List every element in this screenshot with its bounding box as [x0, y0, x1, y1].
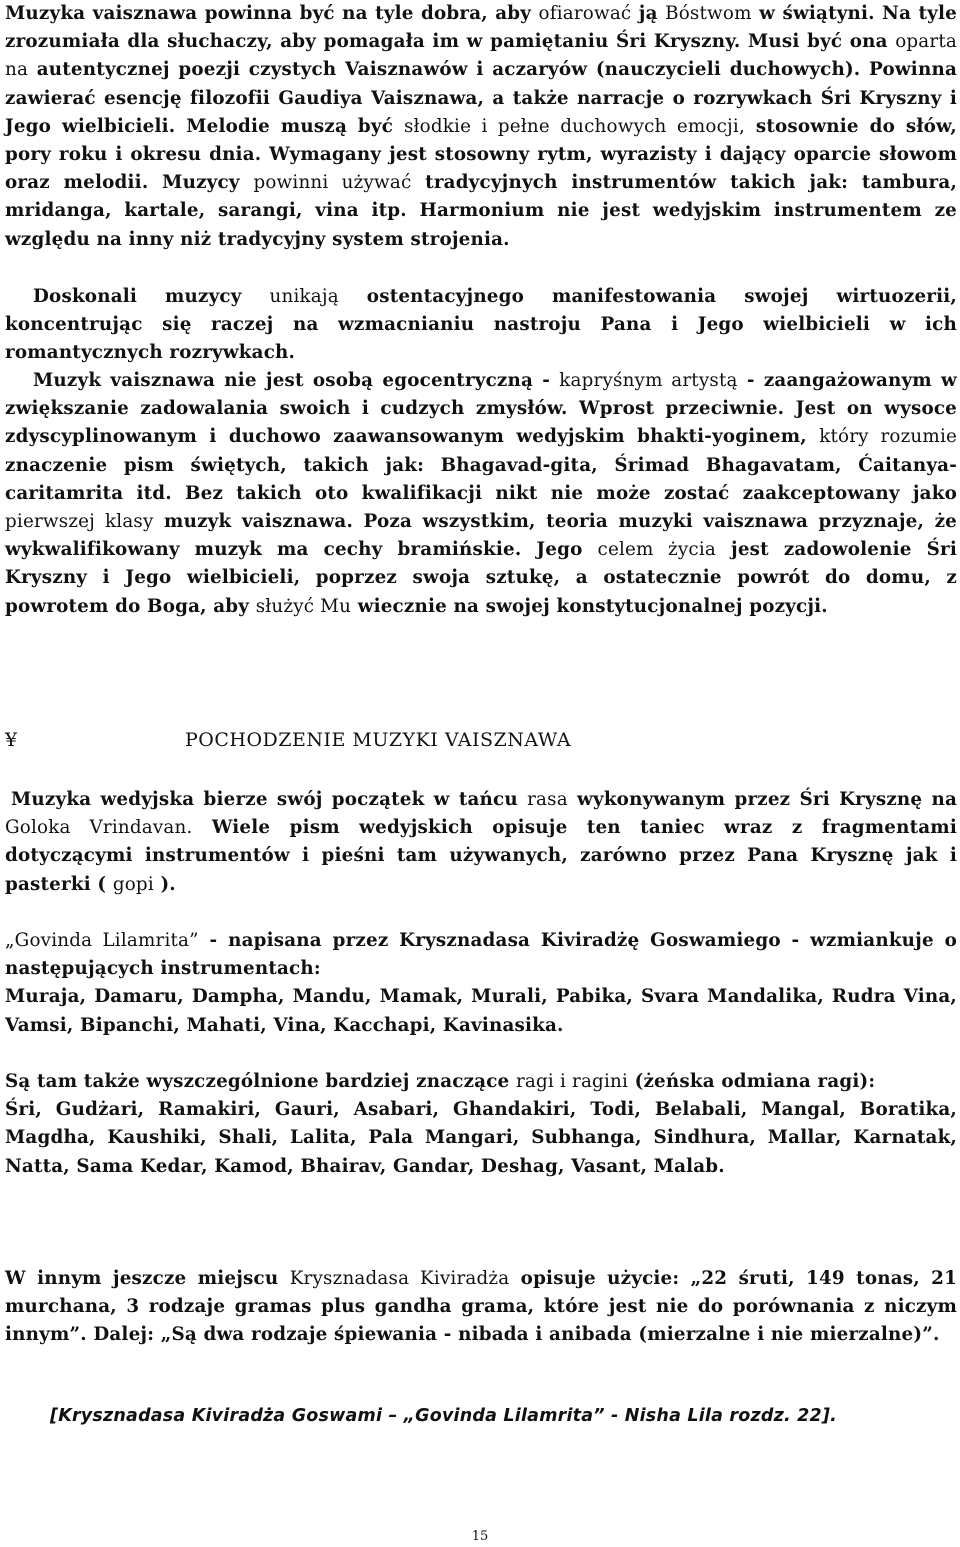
citation: [Krysznadasa Kiviradża Goswami – „Govinda Lilamrita” - Nisha Lila rozdz. 22]. — [50, 1406, 837, 1426]
text-run: muzyk vaisznawa. Poza wszystkim, teoria muzyki vaisznawa przyznaje, że wykwalifikowany muzyk ma cechy bramińskie. Jego — [5, 511, 957, 561]
paragraph-ragas — [5, 1068, 957, 1181]
paragraph-vaisnava-musician — [5, 367, 957, 621]
text-run: powinni używać — [253, 172, 412, 194]
text-run: ostentacyjnego manifestowania swojej wirtuozerii, koncentrując się raczej na wzmacnianiu nastroju Pana i Jego wielbicieli w ich romantycznych rozrywkach. — [5, 286, 957, 364]
instrument-list: Muraja, Damaru, Dampha, Mandu, Mamak, Murali, Pabika, Svara Mandalika, Rudra Vina, Vamsi, Bipanchi, Mahati, Vina, Kacchapi, Kavinasika. — [5, 986, 957, 1036]
text-run: który rozumie — [819, 426, 958, 448]
text-run: gopi — [112, 873, 154, 895]
text-run: Goloka Vrindavan. — [5, 817, 193, 839]
text-run: Muzyk vaisznawa nie jest osobą egocentryczną - — [33, 370, 560, 391]
text-run: Bóstwom — [665, 3, 752, 24]
text-run: stosownie do słów, pory roku i okresu dnia. Wymagany jest stosowny rytm, wyrazisty i dający oparcie słowom oraz melodii. Muzycy — [5, 115, 957, 194]
paragraph-govinda-lilamrita-instruments — [5, 927, 957, 1040]
text-run: W innym jeszcze miejscu — [5, 1268, 290, 1289]
text-run: Są tam także wyszczególnione bardziej znaczące — [5, 1071, 516, 1092]
text-run: ). — [153, 873, 176, 895]
text-run: wiecznie na swojej konstytucjonalnej pozycji. — [351, 595, 828, 617]
book-title: „Govinda Lilamrita” — [5, 930, 199, 951]
text-run: pierwszej klasy — [5, 511, 154, 533]
text-run: - zaangażowanym w zwiększanie zadowalania swoich i cudzych zmysłów. Wprost przeciwnie. Jest on wysoce zdyscyplinowanym i duchowo zaawansowanym wedyjskim bhakti-yoginem, — [5, 370, 957, 448]
section-title: POCHODZENIE MUZYKI VAISZNAWA — [185, 729, 572, 751]
text-run: rasa — [527, 789, 568, 810]
text-run: znaczenie pism świętych, takich jak: Bhagavad-gita, Śrimad Bhagavatam, Ćaitanya-caritamrita itd. Bez takich oto kwalifikacji nikt nie może zostać zaakceptowany jako — [5, 454, 957, 504]
text-run: Wiele pism wedyjskich opisuje ten taniec wraz z fragmentami dotyczącymi instrumentów i pieśni tam używanych, zarówno przez Pana Krysznę jak i pasterki ( — [5, 817, 957, 895]
text-run: jest zadowolenie Śri Kryszny i Jego wielbicieli, poprzez swoja sztukę, a ostatecznie powrót do domu, z powrotem do Boga, aby — [5, 539, 958, 617]
text-run: Muzyka wedyjska bierze swój początek w tańcu — [11, 789, 528, 810]
text-run: słodkie i pełne duchowych emocji, — [403, 115, 745, 137]
text-run: ragi i ragini — [515, 1071, 629, 1092]
text-run: tradycyjnych instrumentów takich jak: tambura, mridanga, kartale, sarangi, vina itp. Harmonium nie jest wedyjskim instrumentem ze względu na inny niż tradycyjny system strojenia. — [5, 172, 958, 250]
text-run: opisuje użycie: „22 śruti, 149 tonas, 21 murchana, 3 rodzaje gramas plus gandha grama, które jest nie do porównania z niczym innym”. Dalej: „Są dwa rodzaje śpiewania - nibada i anibada (mierzalne i nie mierzalne)”. — [5, 1268, 957, 1346]
text-run: celem życia — [597, 539, 716, 561]
text-run: kapryśnym artystą — [559, 370, 738, 391]
text-run: ofiarować — [538, 3, 632, 24]
text-run: unikają — [269, 286, 339, 307]
paragraph-vaisnava-music-qualities — [5, 0, 957, 254]
text-run: autentycznej poezji czystych Vaisznawów i aczaryów (nauczycieli duchowych). Powinna zawierać esencję filozofii Gaudiya Vaisznawa, a także narracje o rozrywkach Śri Kryszny i Jego wielbicieli. Melodie muszą być — [5, 59, 957, 137]
paragraph-origin-rasa-dance — [5, 786, 957, 899]
section-heading — [0, 729, 960, 759]
text-run: Muzyka vaisznawa powinna być na tyle dobra, aby — [5, 3, 539, 24]
text-run: Doskonali muzycy — [33, 286, 270, 307]
raga-list: Śri, Gudżari, Ramakiri, Gauri, Asabari, Ghandakiri, Todi, Belabali, Mangal, Boratika, Magdha, Kaushiki, Shali, Lalita, Pala Mangari, Subhanga, Sindhura, Mallar, Karnatak, Natta, Sama Kedar, Kamod, Bhairav, Gandar, Deshag, Vasant, Malab. — [5, 1099, 957, 1177]
paragraph-sruti-tonas — [5, 1265, 957, 1350]
text-run: oparta na — [5, 31, 957, 81]
text-run: w świątyni. Na tyle zrozumiała dla słuchaczy, aby pomagała im w pamiętaniu Śri Kryszny. Musi być ona — [5, 3, 957, 53]
text-run: wykonywanym przez Śri Krysznę na — [567, 789, 957, 810]
paragraph-perfect-musicians — [5, 283, 957, 368]
section-marker: ¥ — [5, 729, 18, 751]
text-run: - napisana przez Krysznadasa Kiviradżę Goswamiego - wzmiankuje o następujących instrumentach: — [5, 930, 957, 980]
text-run: ją — [631, 3, 666, 24]
page-number: 15 — [471, 1529, 489, 1544]
text-run: Krysznadasa Kiviradża — [289, 1268, 510, 1289]
text-run: służyć Mu — [255, 595, 352, 617]
text-run: (żeńska odmiana ragi): — [628, 1071, 876, 1092]
